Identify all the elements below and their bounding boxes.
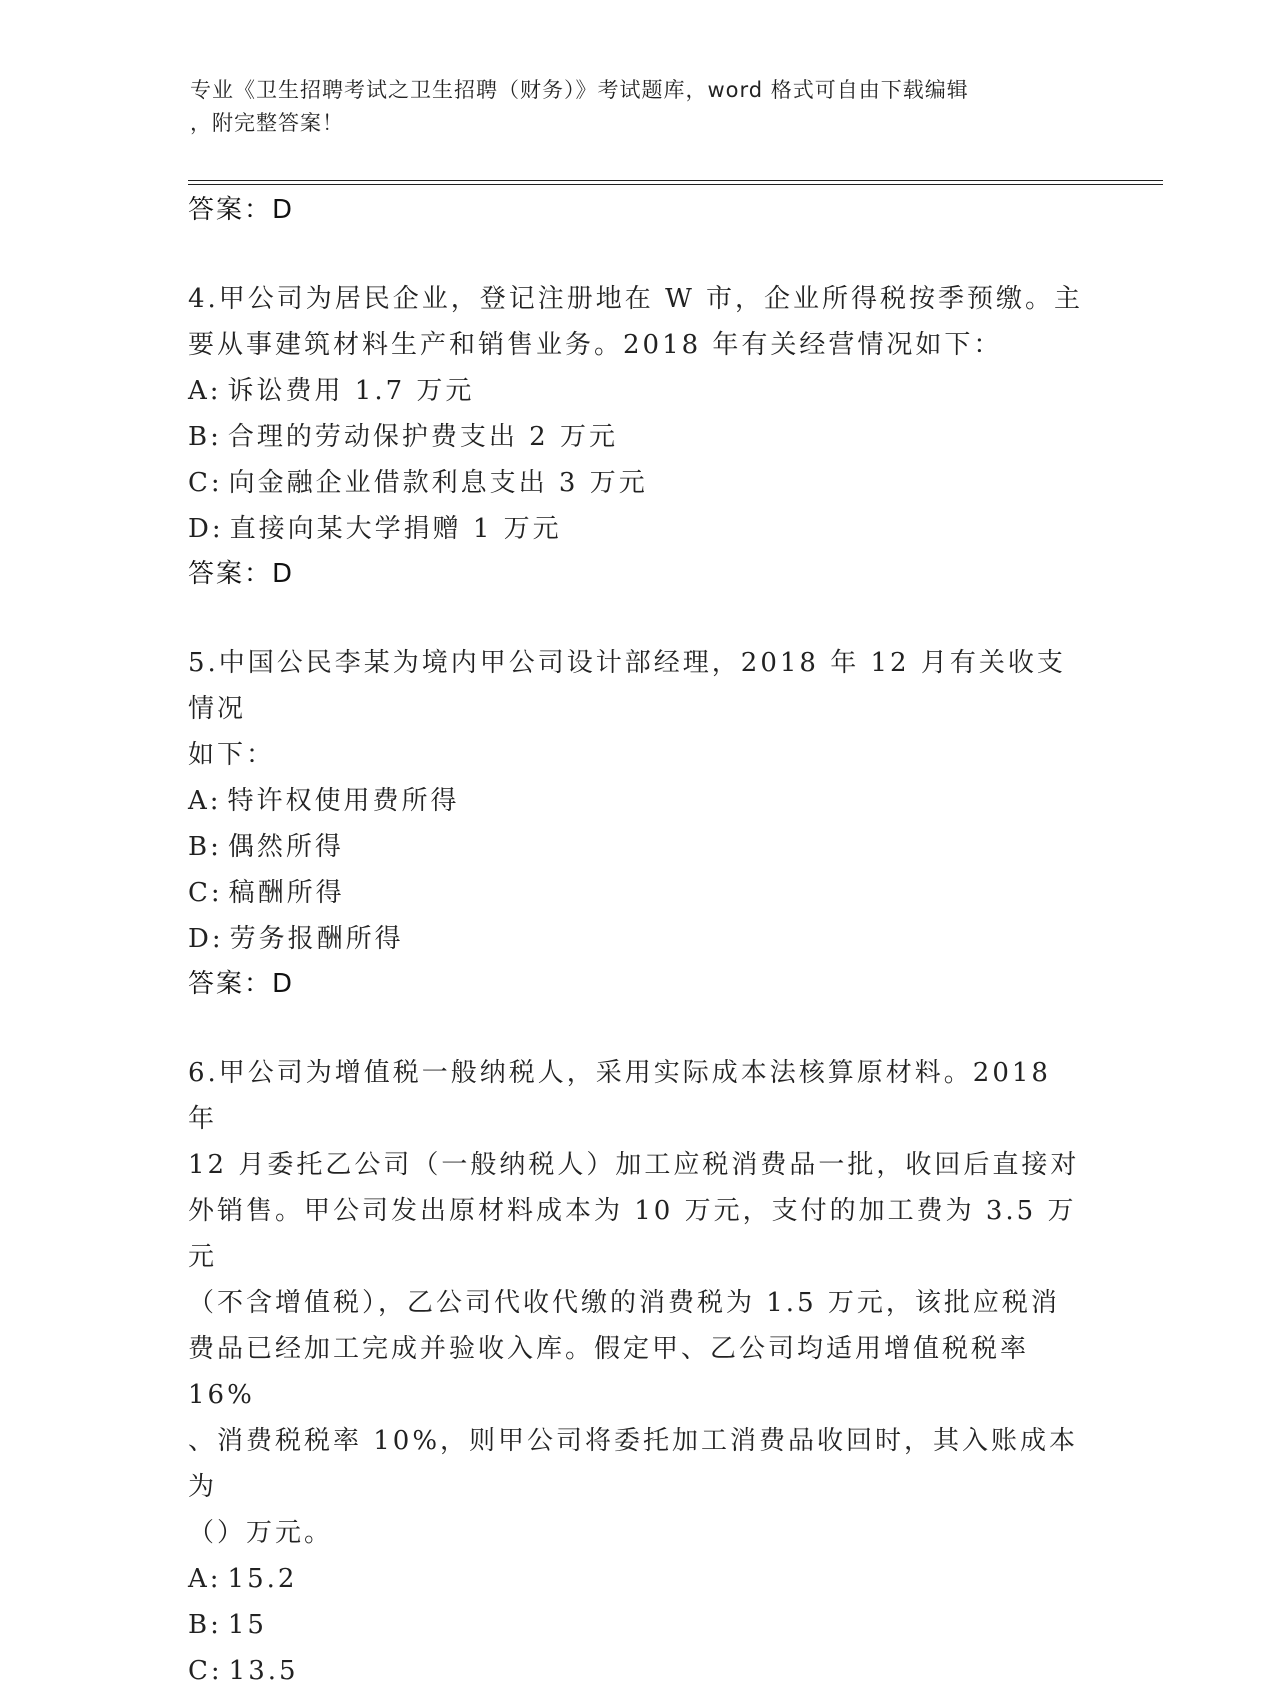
option-text: 15 xyxy=(227,1610,267,1640)
question-text-line: 4.甲公司为居民企业，登记注册地在 W 市，企业所得税按季预缴。主 xyxy=(188,284,1084,314)
question-text-line: 5.中国公民李某为境内甲公司设计部经理，2018 年 12 月有关收支情况 xyxy=(188,648,1066,724)
answer: 答案：D xyxy=(188,559,295,589)
question-text-line: （）万元。 xyxy=(188,1518,334,1548)
question-text-line: 要从事建筑材料生产和销售业务。2018 年有关经营情况如下： xyxy=(188,330,1003,360)
option-key: C: xyxy=(188,878,223,908)
header-line-1: 专业《卫生招聘考试之卫生招聘（财务）》考试题库，word 格式可自由下载编辑 xyxy=(190,78,969,102)
option-key: A: xyxy=(188,786,222,816)
option-text: 稿酬所得 xyxy=(228,878,345,908)
option-b xyxy=(188,1602,1088,1648)
option-c xyxy=(188,1648,1088,1694)
option-text: 诉讼费用 1.7 万元 xyxy=(227,376,475,406)
option-key: D: xyxy=(188,924,224,954)
option-c xyxy=(188,870,1088,916)
option-d xyxy=(188,916,1088,962)
question-text-line: 12 月委托乙公司（一般纳税人）加工应税消费品一批，收回后直接对 xyxy=(188,1150,1080,1180)
header-divider-bottom xyxy=(188,184,1163,185)
question-text-line: （不含增值税），乙公司代收代缴的消费税为 1.5 万元，该批应税消 xyxy=(188,1288,1060,1318)
question-text-line: 如下： xyxy=(188,740,276,770)
question-text-line: 6.甲公司为增值税一般纳税人，采用实际成本法核算原材料。2018 年 xyxy=(188,1058,1051,1134)
document-header xyxy=(190,74,1090,140)
option-text: 向金融企业借款利息支出 3 万元 xyxy=(228,468,648,498)
header-line-2: ，附完整答案！ xyxy=(190,111,344,135)
option-text: 合理的劳动保护费支出 2 万元 xyxy=(227,422,618,452)
option-text: 特许权使用费所得 xyxy=(227,786,460,816)
option-key: B: xyxy=(188,832,222,862)
option-text: 劳务报酬所得 xyxy=(229,924,404,954)
answer: 答案：D xyxy=(188,969,295,999)
question-5 xyxy=(188,640,1088,1006)
option-a xyxy=(188,368,1088,414)
option-key: D: xyxy=(188,514,224,544)
option-key: C: xyxy=(188,1656,223,1686)
document-body xyxy=(188,188,1088,1694)
question-6 xyxy=(188,1050,1088,1694)
question-text-line: 外销售。甲公司发出原材料成本为 10 万元，支付的加工费为 3.5 万元 xyxy=(188,1196,1077,1272)
option-text: 直接向某大学捐赠 1 万元 xyxy=(229,514,562,544)
option-key: C: xyxy=(188,468,223,498)
header-divider-top xyxy=(188,180,1163,181)
option-key: B: xyxy=(188,1610,222,1640)
question-text-line: 、消费税税率 10%，则甲公司将委托加工消费品收回时，其入账成本为 xyxy=(188,1426,1079,1502)
option-text: 偶然所得 xyxy=(227,832,344,862)
question-4 xyxy=(188,276,1088,596)
option-key: B: xyxy=(188,422,222,452)
question-text-line: 费品已经加工完成并验收入库。假定甲、乙公司均适用增值税税率 16% xyxy=(188,1334,1030,1410)
option-b xyxy=(188,824,1088,870)
option-b xyxy=(188,414,1088,460)
option-key: A: xyxy=(188,1564,222,1594)
option-a xyxy=(188,1556,1088,1602)
option-a xyxy=(188,778,1088,824)
option-text: 13.5 xyxy=(228,1656,299,1686)
option-d xyxy=(188,506,1088,552)
option-c xyxy=(188,460,1088,506)
option-key: A: xyxy=(188,376,222,406)
option-text: 15.2 xyxy=(227,1564,298,1594)
answer-previous: 答案：D xyxy=(188,195,295,225)
